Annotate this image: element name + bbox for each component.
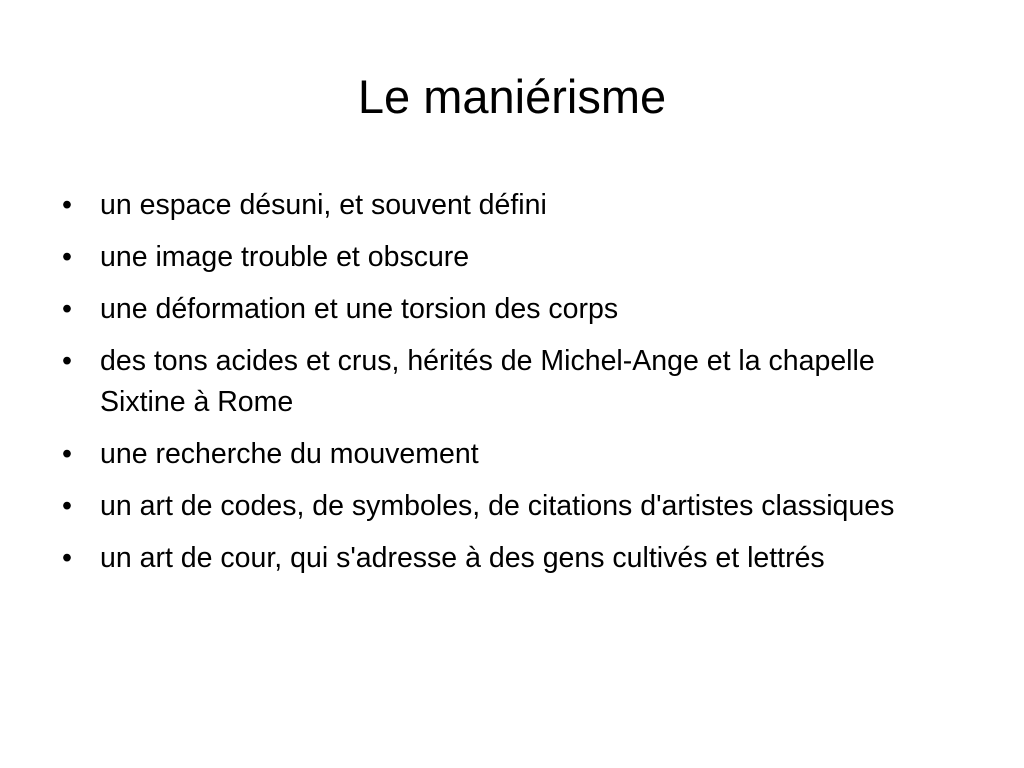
list-item [60, 434, 960, 475]
bullet-text: une déformation et une torsion des corps [100, 293, 619, 325]
list-item [60, 486, 960, 527]
bullet-icon: • [62, 345, 72, 377]
bullet-text: un art de cour, qui s'adresse à des gens cultivés et lettrés [100, 542, 825, 574]
bullet-icon: • [62, 438, 72, 470]
slide-title: Le maniérisme [357, 70, 667, 123]
bullet-text: des tons acides et crus, hérités de Michel-Ange et la chapelle Sixtine à Rome [100, 345, 875, 418]
list-item [60, 289, 960, 330]
bullet-icon: • [62, 293, 72, 325]
bullet-icon: • [62, 542, 72, 574]
bullet-text: un espace désuni, et souvent défini [100, 189, 547, 221]
bullet-text: une recherche du mouvement [100, 438, 479, 470]
bullet-list [60, 185, 960, 590]
bullet-text: une image trouble et obscure [100, 241, 470, 273]
list-item [60, 237, 960, 278]
list-item [60, 341, 960, 423]
list-item [60, 538, 960, 579]
bullet-icon: • [62, 490, 72, 522]
list-item [60, 185, 960, 226]
bullet-icon: • [62, 241, 72, 273]
bullet-text: un art de codes, de symboles, de citations d'artistes classiques [100, 490, 895, 522]
bullet-icon: • [62, 189, 72, 221]
